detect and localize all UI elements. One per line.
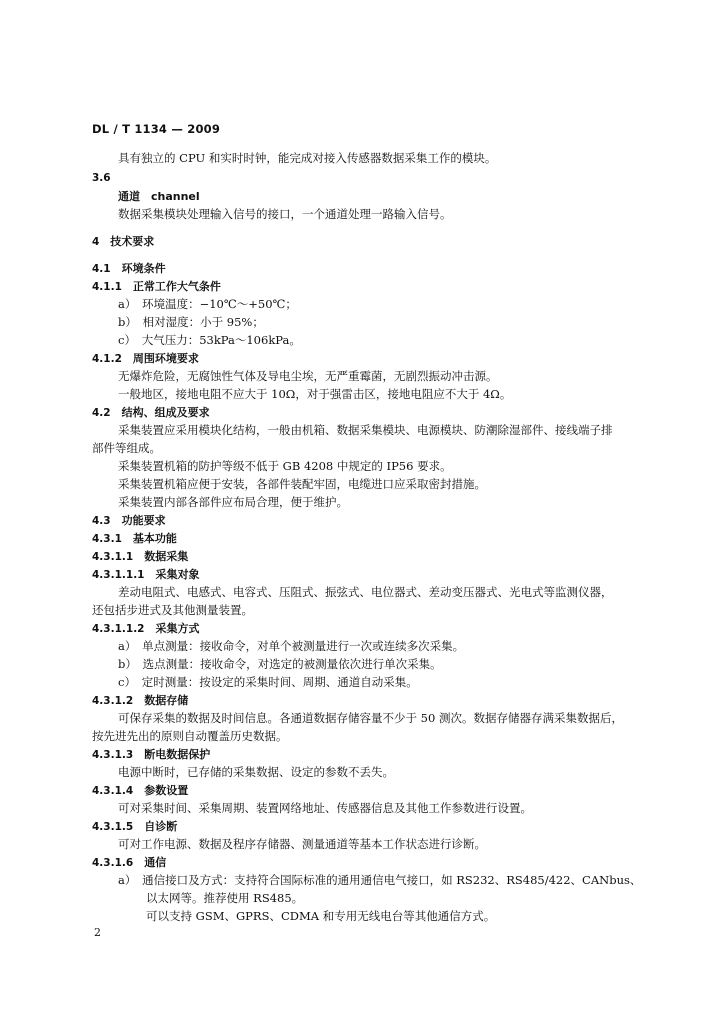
- section-heading: [92, 405, 210, 421]
- term-line: 通道 channel: [118, 190, 200, 203]
- text-line: b） 选点测量：接收命令，对选定的被测量依次进行单次采集。: [118, 657, 442, 671]
- text-line: 以太网等。推荐使用 RS485。: [146, 891, 304, 905]
- text-line: a） 环境温度：−10℃～+50℃；: [118, 297, 297, 311]
- text-line: 采集装置应采用模块化结构，一般由机箱、数据采集模块、电源模块、防潮除湿部件、接线端子排: [118, 423, 613, 437]
- text-line: c） 定时测量：按设定的采集时间、周期、通道自动采集。: [118, 675, 418, 689]
- section-heading: [92, 747, 210, 763]
- text-line: 可以支持 GSM、GPRS、CDMA 和专用无线电台等其他通信方式。: [146, 909, 496, 923]
- text-line: 数据采集模块处理输入信号的接口，一个通道处理一路输入信号。: [118, 207, 452, 221]
- text-line: 采集装置机箱应便于安装，各部件装配牢固，电缆进口应采取密封措施。: [118, 477, 486, 491]
- section-number: 4.3.1: [92, 533, 122, 545]
- text-line: 部件等组成。: [92, 441, 161, 455]
- document-header: DL / T 1134 — 2009: [92, 122, 221, 136]
- section-title: 参数设置: [133, 784, 189, 797]
- text-line: 差动电阻式、电感式、电容式、压阻式、振弦式、电位器式、差动变压器式、光电式等监测仪器，: [118, 585, 613, 599]
- section-heading: [92, 855, 166, 871]
- section-title: 正常工作大气条件: [121, 280, 221, 293]
- section-title: 环境条件: [110, 262, 166, 275]
- section-title: 采集对象: [144, 568, 200, 581]
- section-heading: [92, 170, 111, 186]
- section-number: 4.1: [92, 263, 111, 275]
- section-heading: [92, 693, 188, 709]
- section-title: 结构、组成及要求: [110, 406, 210, 419]
- page-number: 2: [94, 926, 101, 939]
- section-number: 4.3.1.6: [92, 857, 134, 869]
- section-number: 4.3.1.1.1: [92, 569, 145, 581]
- text-line: 无爆炸危险，无腐蚀性气体及导电尘埃，无严重霉菌，无剧烈振动冲击源。: [118, 369, 498, 383]
- section-number: 4: [92, 236, 100, 248]
- section-heading: [92, 351, 199, 367]
- section-number: 4.3.1.5: [92, 821, 134, 833]
- section-heading: [92, 513, 166, 529]
- text-line: b） 相对湿度：小于 95%；: [118, 315, 264, 329]
- text-line: 可保存采集的数据及时间信息。各通道数据存储容量不少于 50 测次。数据存储器存满采集数据后，: [118, 711, 623, 725]
- section-heading: [92, 531, 177, 547]
- section-title: 数据采集: [133, 550, 189, 563]
- section-heading: [92, 783, 188, 799]
- section-number: 4.3.1.1: [92, 551, 134, 563]
- text-line: 采集装置内部各部件应布局合理，便于维护。: [118, 495, 348, 509]
- text-line: 按先进先出的原则自动覆盖历史数据。: [92, 729, 288, 743]
- section-heading: [92, 567, 200, 583]
- section-number: 4.3.1.2: [92, 695, 134, 707]
- section-heading: [92, 234, 154, 250]
- section-number: 4.3.1.1.2: [92, 623, 145, 635]
- section-title: 自诊断: [133, 820, 178, 833]
- section-title: 通信: [133, 856, 167, 869]
- section-number: 4.3: [92, 515, 111, 527]
- section-number: 3.6: [92, 172, 111, 184]
- section-number: 4.2: [92, 407, 111, 419]
- text-line: 一般地区，接地电阻不应大于 10Ω，对于强雷击区，接地电阻应不大于 4Ω。: [118, 387, 512, 401]
- section-number: 4.3.1.3: [92, 749, 134, 761]
- section-heading: [92, 549, 188, 565]
- section-title: 周围环境要求: [121, 352, 199, 365]
- text-line: 可对采集时间、采集周期、装置网络地址、传感器信息及其他工作参数进行设置。: [118, 801, 532, 815]
- text-line: a） 通信接口及方式：支持符合国际标准的通用通信电气接口，如 RS232、RS485/422、CANbus、: [118, 873, 642, 887]
- section-heading: [92, 621, 200, 637]
- text-line: 具有独立的 CPU 和实时时钟，能完成对接入传感器数据采集工作的模块。: [118, 151, 497, 165]
- section-title: 采集方式: [144, 622, 200, 635]
- section-heading: [92, 261, 166, 277]
- text-line: a） 单点测量：接收命令，对单个被测量进行一次或连续多次采集。: [118, 639, 465, 653]
- section-title: 基本功能: [121, 532, 177, 545]
- text-line: 采集装置机箱的防护等级不低于 GB 4208 中规定的 IP56 要求。: [118, 459, 452, 473]
- section-heading: [92, 819, 177, 835]
- section-number: 4.1.2: [92, 353, 122, 365]
- section-number: 4.1.1: [92, 281, 122, 293]
- section-title: 技术要求: [99, 235, 155, 248]
- section-number: 4.3.1.4: [92, 785, 134, 797]
- text-line: 电源中断时，已存储的采集数据、设定的参数不丢失。: [118, 765, 394, 779]
- text-line: c） 大气压力：53kPa～106kPa。: [118, 333, 301, 347]
- section-title: 功能要求: [110, 514, 166, 527]
- section-title: 数据存储: [133, 694, 189, 707]
- text-line: 可对工作电源、数据及程序存储器、测量通道等基本工作状态进行诊断。: [118, 837, 486, 851]
- text-line: 还包括步进式及其他测量装置。: [92, 603, 253, 617]
- section-title: 断电数据保护: [133, 748, 211, 761]
- section-heading: [92, 279, 221, 295]
